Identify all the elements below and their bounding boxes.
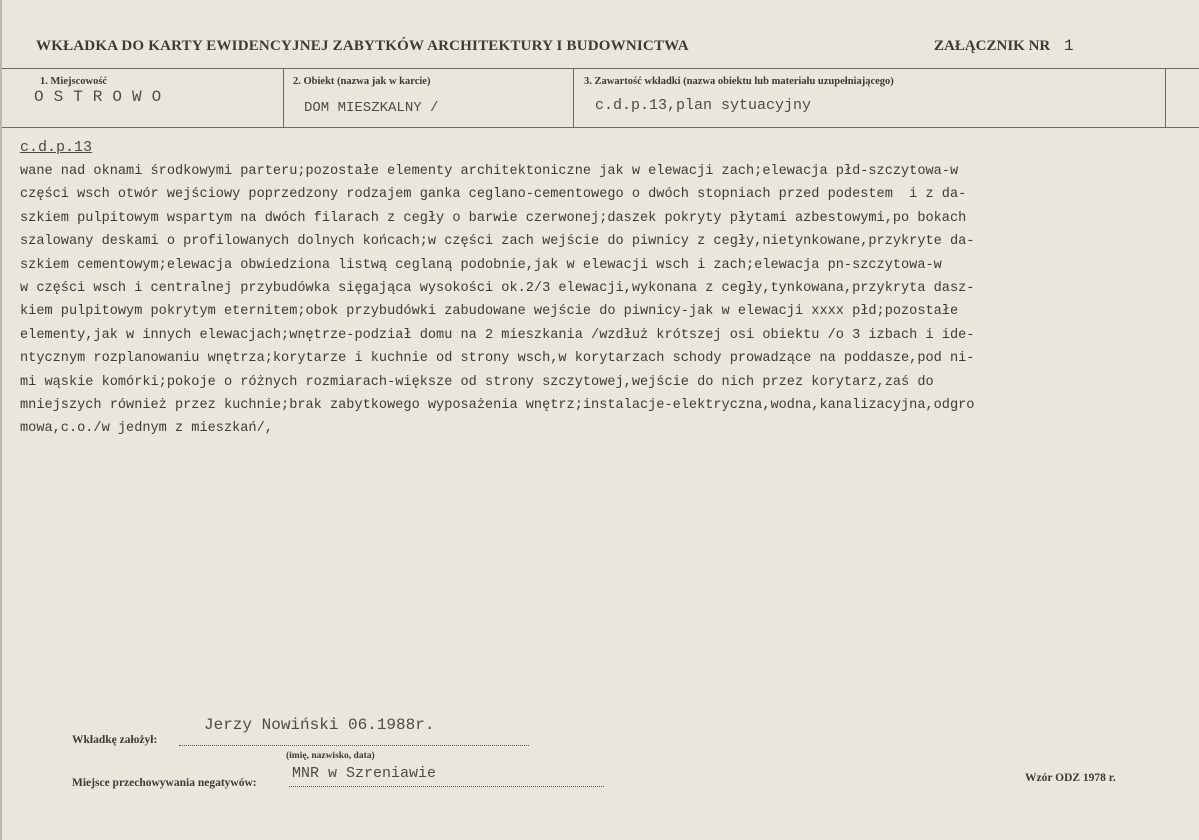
description-text xyxy=(20,160,1196,441)
author-hint: (imię, nazwisko, data) xyxy=(286,751,375,761)
annex-label: ZAŁĄCZNIK NR xyxy=(934,38,1051,54)
template-reference: Wzór ODZ 1978 r. xyxy=(1025,772,1116,784)
description-line: szkiem pulpitowym wspartym na dwóch filarach z cegły o barwie czerwonej;daszek pokryty płytami azbestowymi,po bokach xyxy=(20,210,967,226)
field-separator-1 xyxy=(283,68,284,127)
negatives-line xyxy=(289,786,604,787)
field-separator-3 xyxy=(1165,68,1166,127)
description-line: kiem pulpitowym pokrytym eternitem;obok przybudówki zabudowane wejście do piwnicy-jak w elewacji xxxx płd;pozostałe xyxy=(20,304,959,320)
form-title: WKŁADKA DO KARTY EWIDENCYJNEJ ZABYTKÓW ARCHITEKTURY I BUDOWNICTWA xyxy=(36,38,689,54)
locality-value: OSTROWO xyxy=(34,88,172,106)
header-divider xyxy=(2,68,1199,69)
description-line: mowa,c.o./w jednym z mieszkań/, xyxy=(20,421,273,437)
description-line: mniejszych również przez kuchnie;brak zabytkowego wyposażenia wnętrz;instalacje-elektryczna,wodna,kanalizacyjna,odgro xyxy=(20,398,975,414)
description-line: wane nad oknami środkowymi parteru;pozostałe elementy architektoniczne jak w elewacji zach;elewacja płd-szczytowa-w xyxy=(20,164,959,179)
description-line: w części wsch i centralnej przybudówka sięgająca wysokości ok.2/3 elewacji,wykonana z cegły,tynkowana,przykryta dasz- xyxy=(20,281,975,297)
continuation-heading: c.d.p.13 xyxy=(20,139,93,156)
negatives-label: Miejsce przechowywania negatywów: xyxy=(72,777,257,789)
object-label: 2. Obiekt (nazwa jak w karcie) xyxy=(293,76,431,87)
author-line xyxy=(179,745,529,746)
author-value: Jerzy Nowiński 06.1988r. xyxy=(204,716,435,734)
description-line: elementy,jak w innych elewacjach;wnętrze-podział domu na 2 mieszkania /wzdłuż krótszej osi obiektu /o 3 izbach i ide- xyxy=(20,327,975,343)
description-line: szkiem cementowym;elewacja obwiedziona listwą ceglaną podobnie,jak w elewacji wsch i zach;elewacja pn-szczytowa-w xyxy=(20,257,942,273)
negatives-value: MNR w Szreniawie xyxy=(292,765,437,782)
contents-label: 3. Zawartość wkładki (nazwa obiektu lub materiału uzupełniającego) xyxy=(584,76,894,87)
field-separator-2 xyxy=(573,68,574,127)
description-line: części wsch otwór wejściowy poprzedzony rodzajem ganka ceglano-cementowego o dwóch stopniach przed podestem i z da- xyxy=(20,187,967,203)
description-line: szalowany deskami o profilowanych dolnych końcach;w części zach wejście do piwnicy z cegły,nietynkowane,przykryte da- xyxy=(20,234,975,250)
author-label: Wkładkę założył: xyxy=(72,734,158,746)
locality-label: 1. Miejscowość xyxy=(40,76,108,87)
contents-value: c.d.p.13,plan sytuacyjny xyxy=(595,97,812,114)
fields-divider xyxy=(2,127,1199,128)
annex-number: 1 xyxy=(1064,37,1074,55)
description-line: ntycznym rozplanowaniu wnętrza;korytarze i kuchnie od strony wsch,w korytarzach schody prowadzące na poddasze,pod ni- xyxy=(20,351,975,367)
object-value: DOM MIESZKALNY / xyxy=(304,100,439,116)
description-line: mi wąskie komórki;pokoje o różnych rozmiarach-większe od strony szczytowej,wejście do nich przez korytarz,zaś do xyxy=(20,374,934,390)
